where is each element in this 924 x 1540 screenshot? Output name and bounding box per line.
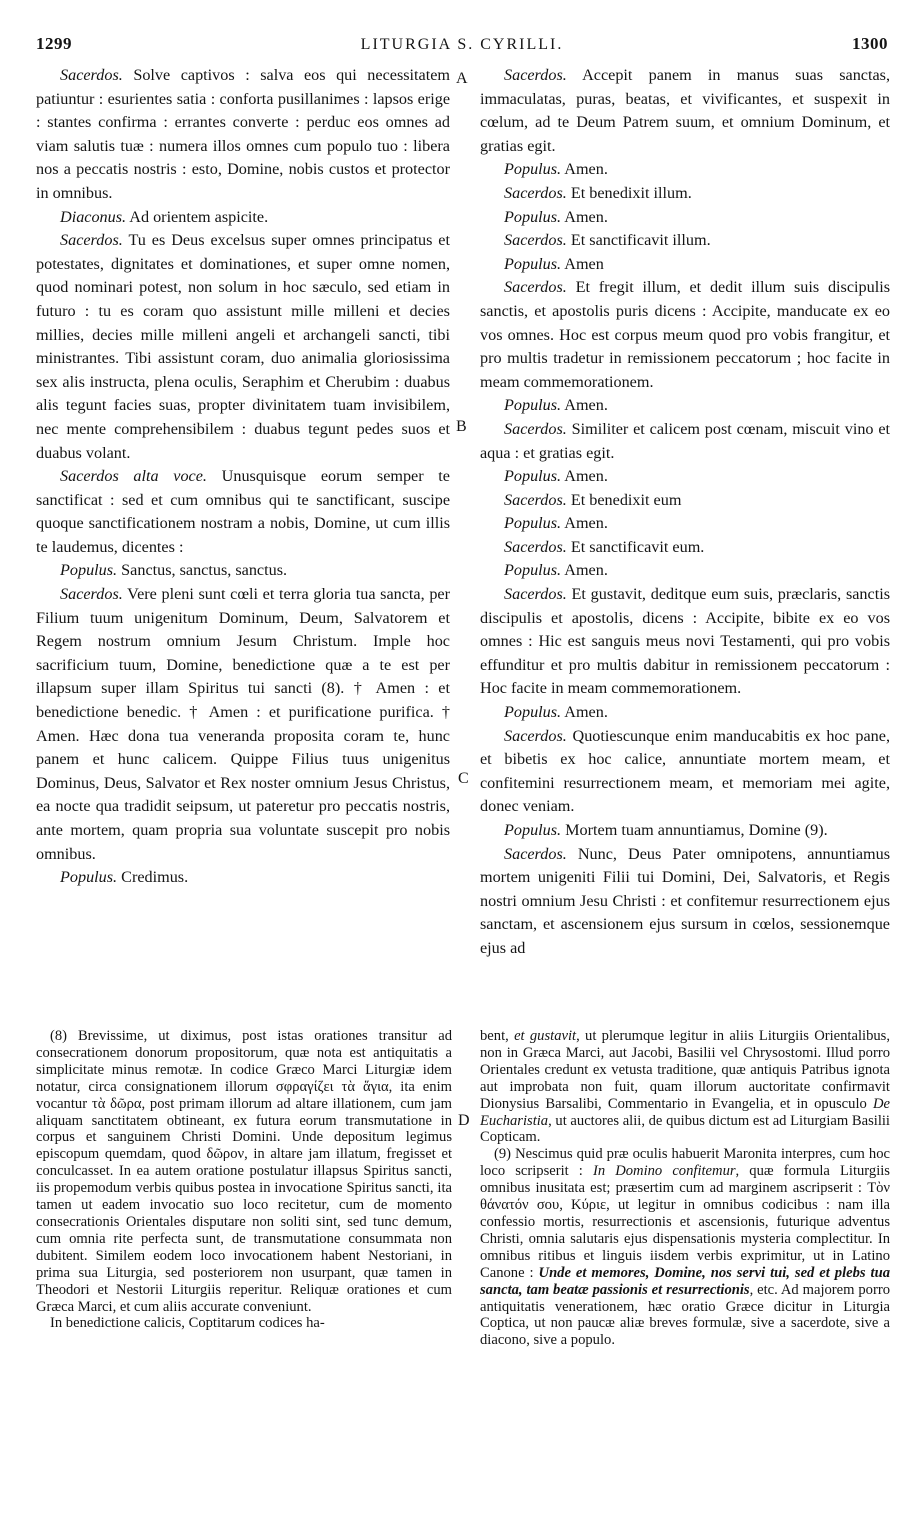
liturgy-paragraph <box>36 465 450 559</box>
speaker-label: Sacerdos. <box>60 231 123 250</box>
liturgy-paragraph <box>36 206 450 230</box>
speaker-label: Populus. <box>504 254 562 273</box>
liturgy-paragraph <box>480 725 890 819</box>
speaker-label: Populus. <box>504 467 562 486</box>
paragraph-text: Et gustavit, deditque eum suis, præclaris, sanctis discipulis et apostolis, dicens : Accipite, bibite ex eo vos omnes : Hic est sanguis meus novi Testamenti, qui pro vobis effunditur et pro multis dabitur in remissionem peccatorum : Hoc facite in meam commemorationem. <box>480 585 890 698</box>
speaker-label: Populus. <box>504 561 562 580</box>
liturgy-paragraph <box>36 583 450 866</box>
footnote-8: (8) Brevissime, ut diximus, post istas orationes transitur ad consecrationem donorum propositorum, quæ nota est antiquitatis a simplicitate minus remotæ. In codice Græco Marci Liturgiæ idem notatur, circa consignationem illorum σφραγίζει τὰ ἅγια, ita enim vocantur τὰ δῶρα, post primam illorum ad altare illationem, cum jam aliquam sanctitatem obtineant, ex futura eorum transmutatione in corpus et sanguinem Christi Domini. Unde depositum legimus episcopum quemdam, quod δῶρον, in altare jam illatum, fregisset et conculcasset. In ea autem oratione postulatur illapsus Spiritus sancti, iis propemodum verbis quibus postea in invocatione Spiritus sancti, ita tamen ut eadem invocatio suo loco recitetur, cum de momento consecrationis Orientales disputare non soliti sint, sed tunc demum, cum omnia rite perfecta sunt, de transmutatione consummata non dubitent. Similem eodem loco invocationem habent Nestoriani, in prima sua Liturgia, sed posteriorem non usurpant, quæ tamen in Theodori et Nestorii Liturgiis reperitur. Reliquæ orationes et cum Græca Marci, et cum aliis accurate conveniunt. <box>36 1028 452 1315</box>
paragraph-text: Et benedixit eum <box>570 490 682 509</box>
margin-letter-c: C <box>458 770 469 787</box>
liturgy-paragraph <box>480 536 890 560</box>
margin-letter-b: B <box>456 418 467 435</box>
speaker-label: Populus. <box>504 514 562 533</box>
text-run: , etc. Ad majorem porro antiquitatis venerationem, hæc oratio Græce dicitur in Liturgia Coptica, ut non paucæ aliæ breves formulæ, sive a sacerdote, sive a diacono, sive a populo. <box>480 1281 890 1349</box>
paragraph-text: Amen <box>564 254 604 273</box>
liturgy-paragraph <box>36 229 450 465</box>
italic-run: In Domino confitemur <box>592 1163 736 1180</box>
paragraph-text: Et benedixit illum. <box>570 183 692 202</box>
speaker-label: Sacerdos alta voce. <box>60 467 207 486</box>
liturgy-paragraph <box>480 843 890 961</box>
paragraph-text: Quotiescunque enim manducabitis ex hoc pane, et bibetis ex hoc calice, annuntiate mortem meam, et confitemini resurrectionem meam, et memoriam mei agite, donec veniam. <box>480 726 890 816</box>
footnotes-right <box>480 1028 890 1349</box>
speaker-label: Populus. <box>504 207 562 226</box>
paragraph-text: Accepit panem in manus suas sanctas, immaculatas, puras, beatas, et vivificantes, et suspexit in cœlum, ad te Deum Patrem suum, et omnium Dominum, et gratias egit. <box>480 66 890 155</box>
speaker-label: Sacerdos. <box>504 585 567 604</box>
footnotes-left <box>36 1028 452 1332</box>
speaker-label: Populus. <box>504 160 562 179</box>
liturgy-paragraph <box>480 253 890 277</box>
paragraph-text: Amen. <box>564 396 608 415</box>
paragraph-text: Amen. <box>564 160 608 179</box>
text-run: bent, <box>480 1028 515 1044</box>
liturgy-paragraph <box>480 182 890 206</box>
paragraph-text: Unusquisque eorum semper te sanctificat : sed et cum omnibus qui te sanctificant, suscipe quoque sanctificationem nostram a nobis, Domine, ut cum illis te laudemus, dicentes : <box>36 467 450 556</box>
speaker-label: Sacerdos. <box>504 726 567 745</box>
paragraph-text: Solve captivos : salva eos qui necessitatem patiuntur : esurientes satia : conforta pusillanimes : lapsos erige : stantes confirma : errantes converte : perduc eos omnes ad viam salutis tuæ : numera illos omnes cum populo tuo : libera nos a peccatis nostris : esto, Domine, nobis custos et protector in omnibus. <box>36 66 451 202</box>
speaker-label: Populus. <box>504 703 562 722</box>
speaker-label: Sacerdos. <box>504 66 567 84</box>
speaker-label: Sacerdos. <box>504 419 567 438</box>
liturgy-paragraph <box>480 418 890 465</box>
liturgy-paragraph <box>480 701 890 725</box>
speaker-label: Sacerdos. <box>504 231 567 250</box>
margin-letter-d: D <box>458 1112 470 1129</box>
page-number-left: 1299 <box>36 34 72 53</box>
speaker-label: Sacerdos. <box>60 585 123 604</box>
speaker-label: Sacerdos. <box>504 490 567 509</box>
speaker-label: Diaconus. <box>60 207 127 226</box>
paragraph-text: Similiter et calicem post cœnam, miscuit vino et aqua : et gratias egit. <box>480 419 891 462</box>
liturgy-paragraph <box>480 819 890 843</box>
paragraph-text: Vere pleni sunt cœli et terra gloria tua sancta, per Filium tuum unigenitum Dominum, Deum, Salvatorem et Regem nostrum omnium Jesum Christum. Imple hoc sacrificium tuum, Domine, benedictione quæ a te est per illapsum super illam Spiritus tui sancti (8). † Amen : et benedictione benedic. † Amen : et purificatione purifica. † Amen. Hæc dona tua veneranda proposita coram te, hunc panem et hunc calicem. Quippe Filius tuus unigenitus Dominus, Deus, Salvator et Rex noster omnium Jesus Christus, ea nocte qua tradidit seipsum, ut pateretur pro peccatis nostris, ante mortem, quam propria sua voluntate suscepit pro nobis omnibus. <box>36 585 450 863</box>
speaker-label: Sacerdos. <box>504 537 567 556</box>
liturgy-paragraph <box>480 512 890 536</box>
liturgy-paragraph <box>36 559 450 583</box>
paragraph-text: Mortem tuam annuntiamus, Domine (9). <box>565 821 828 839</box>
liturgy-paragraph <box>480 158 890 182</box>
italic-run: et gustavit <box>514 1028 577 1044</box>
paragraph-text: Et sanctificavit illum. <box>570 231 711 250</box>
paragraph-text: Credimus. <box>121 868 189 887</box>
speaker-label: Sacerdos. <box>504 183 567 202</box>
liturgy-paragraph <box>36 64 450 206</box>
paragraph-text: Amen. <box>564 514 608 533</box>
liturgy-paragraph <box>36 866 450 890</box>
paragraph-text: Ad orientem aspicite. <box>129 207 269 226</box>
speaker-label: Sacerdos. <box>60 66 123 84</box>
text-run: , quæ formula Liturgiis omnibus inusitata est; præsertim cum ad marginem ascripserit : Τὸν θάνατόν σου, Κύριε, ut legitur in omnibus codicibus : nam illa confessio mortis, resurrectionis et ascensionis, futurique adventus Christi, omnia salutaris ejus dispensationis mysteria complectitur. In omnibus ritibus et linguis iisdem verbis exprimitur, ut in Latino Canone : <box>480 1163 890 1281</box>
text-run: , ut plerumque legitur in aliis Liturgiis Orientalibus, non in Græca Marci, aut Jacobi, Basilii vel Chrysostomi. Illud porro Orientales credunt ex vetusta traditione, quæ antiquis Patribus ignota aut improbata non fuit, quam illorum auctoritate confirmavit Dionysius Barsalibi, Commentario in Evangelia, et in opusculo <box>480 1028 890 1112</box>
right-text-column <box>480 64 890 961</box>
speaker-label: Populus. <box>60 868 118 887</box>
speaker-label: Sacerdos. <box>504 844 567 863</box>
liturgy-paragraph <box>480 489 890 513</box>
speaker-label: Populus. <box>504 821 562 839</box>
footnote-8-end <box>480 1028 890 1146</box>
paragraph-text: Et fregit illum, et dedit illum suis discipulis sanctis, et apostolis puris dicens : Accipite, manducate ex eo vos omnes. Hoc est corpus meum quod pro vobis frangitur, et pro multis tradetur in remissionem peccatorum ; hoc facite in meam commemorationem. <box>480 278 891 391</box>
italic-run: De Eucharistia <box>480 1095 890 1129</box>
paragraph-text: Tu es Deus excelsus super omnes principatus et potestates, dignitates et dominationes, et super omne nomen, quod nominari potest, non solum in hoc sæculo, sed etiam in futuro : tu es coram quo assistunt mille milleni et decies millies, decies mille milleni angeli et archangeli sancti, tibi ministrantes. Tibi assistunt coram, duo animalia gloriosissima sex alis instructa, plena oculis, Seraphim et Cherubim : duabus alis tegunt facies suas, propter divinitatem tuam invisibilem, nec mente comprehensibilem : duabus tegunt pedes suos et duabus volant. <box>36 231 450 462</box>
liturgy-paragraph <box>480 64 890 158</box>
italic-run: Unde et memores, Domine, nos servi tui, sed et plebs tua sancta, tam beatæ passionis et resurrectionis <box>480 1264 890 1298</box>
text-run: (9) Nescimus quid præ oculis habuerit Maronita interpres, cum hoc loco scripserit : <box>480 1146 890 1180</box>
liturgy-paragraph <box>480 206 890 230</box>
paragraph-text: Amen. <box>564 703 608 722</box>
paragraph-text: Amen. <box>564 561 608 580</box>
liturgy-paragraph <box>480 559 890 583</box>
liturgy-paragraph <box>480 465 890 489</box>
paragraph-text: Nunc, Deus Pater omnipotens, annuntiamus mortem unigeniti Filii tui Domini, Dei, Salvatoris, et Regis nostri omnium Jesu Christi : et confitemur resurrectionem ejus sanctam, et ascensionem ejus sursum in cœlos, sessionemque ejus ad <box>480 844 891 957</box>
footnote-9 <box>480 1146 890 1349</box>
paragraph-text: Sanctus, sanctus, sanctus. <box>121 561 288 580</box>
liturgy-paragraph <box>480 583 890 701</box>
liturgy-paragraph <box>480 276 890 394</box>
running-title: LITURGIA S. CYRILLI. <box>360 36 564 53</box>
speaker-label: Populus. <box>60 561 118 580</box>
paragraph-text: Et sanctificavit eum. <box>570 537 705 556</box>
page-number-right: 1300 <box>852 34 888 53</box>
liturgy-paragraph <box>480 229 890 253</box>
speaker-label: Populus. <box>504 396 562 415</box>
paragraph-text: Amen. <box>564 207 608 226</box>
paragraph-text: Amen. <box>564 467 608 486</box>
text-run: , ut auctores alii, de quibus dictum est ad Liturgiam Basilii Copticam. <box>480 1112 890 1146</box>
margin-letter-a: A <box>456 70 468 87</box>
speaker-label: Sacerdos. <box>504 278 567 297</box>
left-text-column <box>36 64 450 890</box>
footnote-8-continuation: In benedictione calicis, Coptitarum codices ha- <box>50 1315 325 1332</box>
liturgy-paragraph <box>480 394 890 418</box>
